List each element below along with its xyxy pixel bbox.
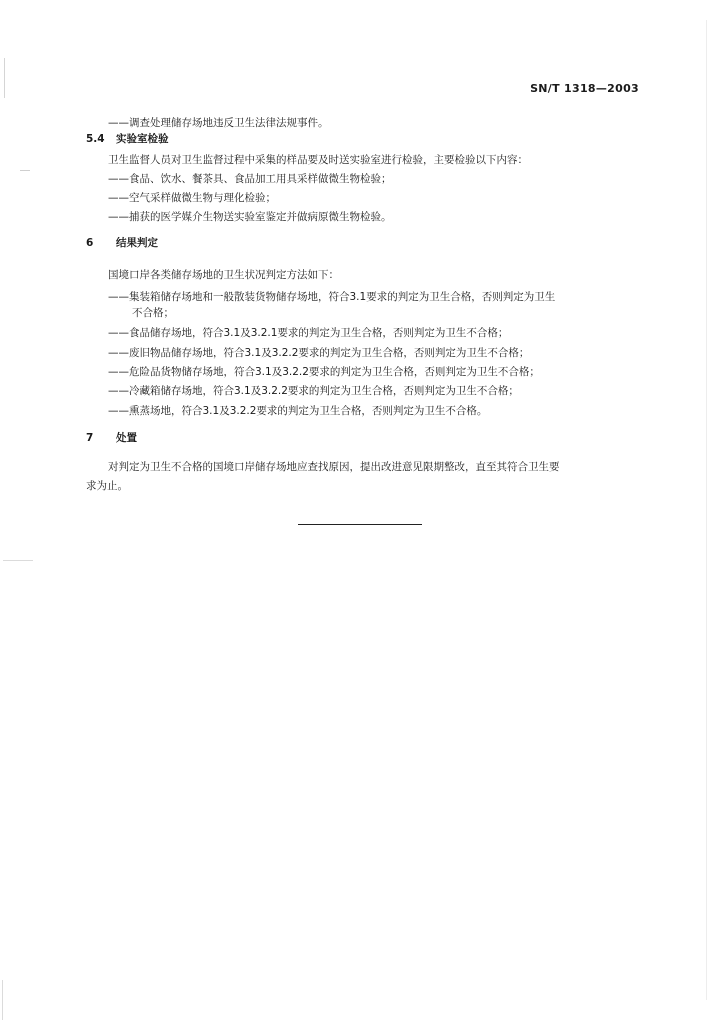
list-item: ——捕获的医学媒介生物送实验室鉴定并做病原微生物检验。	[108, 211, 392, 223]
text-line-continuation: 求为止。	[86, 480, 128, 492]
scan-mark	[3, 560, 33, 561]
section-title: 结果判定	[116, 237, 158, 249]
section-number: 7	[86, 432, 94, 444]
section-number: 5.4	[86, 133, 105, 145]
list-item: ——食品、饮水、餐茶具、食品加工用具采样做微生物检验；	[108, 173, 392, 185]
list-item: ——食品储存场地，符合3.1及3.2.1要求的判定为卫生合格，否则判定为卫生不合格；	[108, 327, 509, 339]
list-item: ——冷藏箱储存场地，符合3.1及3.2.2要求的判定为卫生合格，否则判定为卫生不合格；	[108, 385, 519, 397]
scan-mark	[2, 980, 3, 1020]
list-item-continuation: 不合格；	[132, 307, 174, 319]
list-item: ——废旧物品储存场地，符合3.1及3.2.2要求的判定为卫生合格，否则判定为卫生不合格；	[108, 347, 530, 359]
text-line: ——调查处理储存场地违反卫生法律法规事件。	[108, 117, 329, 129]
scan-mark	[706, 20, 707, 1000]
scan-mark	[20, 170, 30, 171]
section-heading-5-4	[86, 132, 169, 146]
section-heading-6	[86, 236, 158, 250]
list-item: ——空气采样做微生物与理化检验；	[108, 192, 276, 204]
section-heading-7	[86, 431, 137, 445]
section-title: 处置	[116, 432, 137, 444]
section-number: 6	[86, 237, 94, 249]
text-line: 国境口岸各类储存场地的卫生状况判定方法如下：	[108, 269, 339, 281]
list-item: ——集装箱储存场地和一般散装货物储存场地，符合3.1要求的判定为卫生合格，否则判定为卫生	[108, 291, 556, 303]
text-line: 对判定为卫生不合格的国境口岸储存场地应查找原因，提出改进意见限期整改，直至其符合卫生要	[108, 461, 560, 473]
list-item: ——熏蒸场地，符合3.1及3.2.2要求的判定为卫生合格，否则判定为卫生不合格。	[108, 405, 488, 417]
list-item: ——危险品货物储存场地，符合3.1及3.2.2要求的判定为卫生合格，否则判定为卫生不合格；	[108, 366, 540, 378]
text-line: 卫生监督人员对卫生监督过程中采集的样品要及时送实验室进行检验，主要检验以下内容：	[108, 154, 528, 166]
scan-mark	[4, 58, 5, 98]
standard-code: SN/T 1318—2003	[530, 82, 639, 95]
section-title: 实验室检验	[116, 133, 169, 145]
end-of-document-rule	[298, 524, 422, 525]
